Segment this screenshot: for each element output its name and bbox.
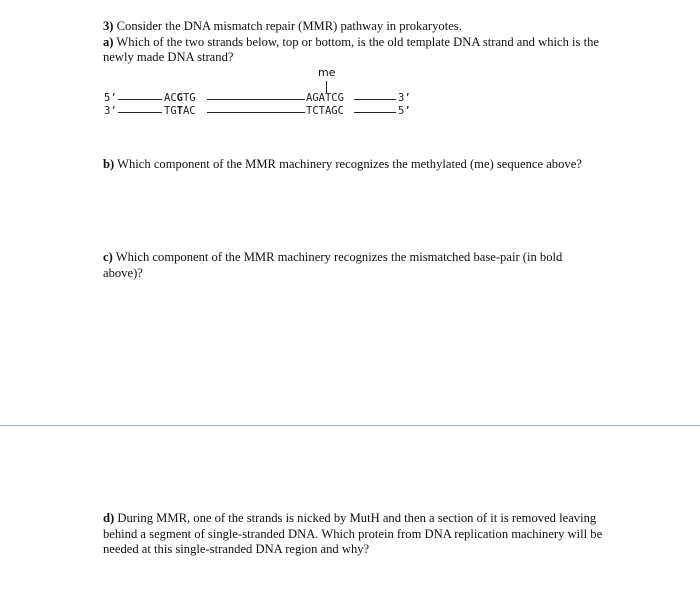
bottom-seq-1: TGTAC xyxy=(164,105,196,117)
bottom-mismatch-base: T xyxy=(176,105,183,117)
top-seq-2: AGATCG xyxy=(306,92,344,104)
question-3-intro: Consider the DNA mismatch repair (MMR) pathway in prokaryotes. xyxy=(113,19,462,33)
question-d xyxy=(103,511,623,558)
question-a-label: a) xyxy=(103,34,114,49)
question-3 xyxy=(103,19,603,66)
question-b-text: Which component of the MMR machinery recognizes the methylated (me) sequence above? xyxy=(114,157,582,171)
question-b-label: b) xyxy=(103,157,115,171)
question-a-text: Which of the two strands below, top or bottom, is the old template DNA strand and which is the newly made DNA strand? xyxy=(103,34,599,64)
page-divider xyxy=(0,425,700,426)
bottom-line-3 xyxy=(354,112,396,113)
top-line-2 xyxy=(207,99,305,100)
methyl-label: me xyxy=(318,66,336,79)
top-seq-1: ACGTG xyxy=(164,92,196,104)
question-c-label: c) xyxy=(103,250,113,264)
question-d-label: d) xyxy=(103,511,115,525)
top-five-prime: 5’ xyxy=(104,92,117,104)
top-three-prime: 3’ xyxy=(398,92,411,104)
top-line-3 xyxy=(354,99,396,100)
question-c-text: Which component of the MMR machinery recognizes the mismatched base-pair (in bold above)? xyxy=(103,250,563,280)
question-3-number: 3) xyxy=(103,19,114,33)
question-d-text: During MMR, one of the strands is nicked by MutH and then a section of it is removed leaving behind a segment of single-stranded DNA. Which protein from DNA replication machinery will be needed at this single-stranded DNA region and why? xyxy=(103,511,603,556)
bottom-line-1 xyxy=(118,112,162,113)
bottom-three-prime: 3’ xyxy=(104,105,117,117)
top-mismatch-base: G xyxy=(176,92,183,104)
bottom-seq-2: TCTAGC xyxy=(306,105,344,117)
top-line-1 xyxy=(118,99,162,100)
bottom-five-prime: 5’ xyxy=(398,105,411,117)
question-c xyxy=(103,250,603,281)
bottom-line-2 xyxy=(207,112,305,113)
question-b xyxy=(103,157,603,173)
